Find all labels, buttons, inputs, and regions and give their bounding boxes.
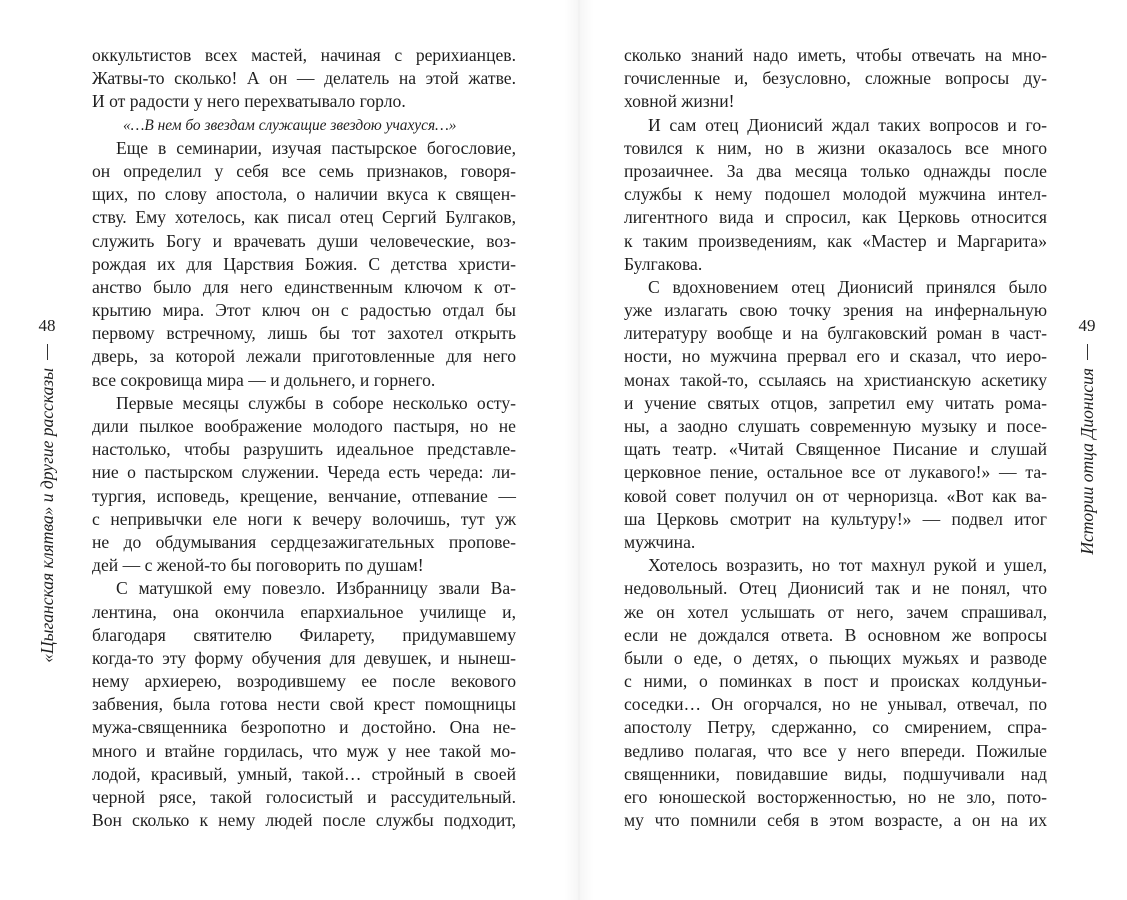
- text-line: ны, а заодно слушать современную музыку и посе-: [624, 416, 1047, 436]
- text-line: ведливо полагая, что все у него впереди. Пожилые: [624, 740, 1047, 761]
- text-line: с ними, о поминках в пост и происках колдуньи-: [624, 671, 1047, 692]
- text-line: литературу вообще и на булгаковский роман в част-: [624, 323, 1047, 344]
- text-line: дей — с женой-то бы поговорить по душам!: [92, 555, 424, 576]
- text-line: черной рясе, такой голосистый и рассудительный.: [92, 787, 516, 807]
- right-margin: [1072, 316, 1102, 866]
- text-line: ховной жизни!: [624, 91, 735, 112]
- text-line: дверь, за которой лежали приготовленные для него: [92, 346, 516, 367]
- text-line: нему архиерею, возродившему ее после векового: [92, 671, 516, 692]
- text-line: к таким произведениям, как «Мастер и Маргарита»: [624, 230, 1047, 251]
- text-line: когда-то эту форму обучения для девушек, и нынеш-: [92, 647, 516, 668]
- text-line: щать театр. «Читай Священное Писание и слушай: [624, 439, 1047, 460]
- text-line: первому встречному, лишь бы тот захотел открыть: [92, 323, 516, 344]
- text-line: апостолу Петру, сдержанно, со смирением, спра-: [624, 717, 1047, 738]
- text-line: щих, по слову апостола, о наличии вкуса к священ-: [92, 184, 516, 205]
- text-line: много и втайне гордилась, что муж у нее такой мо-: [92, 740, 516, 761]
- text-line: священники, повидавшие виды, подшучивали над: [624, 763, 1047, 784]
- book-gutter: [564, 0, 594, 900]
- text-line: Еще в семинарии, изучая пастырское богословие,: [116, 137, 516, 158]
- text-line: Вон сколько к нему людей после службы подходит,: [92, 810, 516, 831]
- text-line: прозаичнее. За два месяца только однажды после: [624, 160, 1047, 181]
- text-line: же он хотел услышать от него, зачем спрашивал,: [624, 601, 1047, 622]
- text-line: С матушкой ему повезло. Избранницу звали Ва-: [116, 578, 516, 599]
- text-line: ности, но мужчина прервал его и сказал, что иеро-: [624, 346, 1047, 367]
- right-running-head: Истории отца Дионисия: [1077, 368, 1097, 555]
- text-line: С вдохновением отец Дионисий принялся было: [648, 276, 1047, 297]
- text-line: недовольный. Отец Дионисий так и не понял, что: [624, 578, 1047, 599]
- text-line: лентина, она окончила епархиальное училище и,: [92, 601, 516, 622]
- text-line: благодаря святителю Филарету, придумавшему: [92, 624, 516, 645]
- left-page-text: [92, 44, 516, 832]
- text-line: ству. Ему хотелось, как писал отец Сергий Булгаков,: [92, 207, 516, 228]
- text-line: Хотелось возразить, но тот махнул рукой и ушел,: [648, 555, 1047, 576]
- text-line: и учение святых отцов, запретил ему читать рома-: [624, 392, 1047, 413]
- text-line: И от радости у него перехватывало горло.: [92, 91, 406, 112]
- left-page-number: 48: [38, 316, 56, 335]
- text-line: церковное пение, остальное все от лукавого!» — та-: [624, 462, 1047, 483]
- text-line: анство было для него единственным ключом к от-: [92, 276, 516, 297]
- right-page-number: 49: [1078, 316, 1096, 335]
- right-page-text: [624, 44, 1047, 832]
- text-line: Первые месяцы службы в соборе несколько осту-: [116, 392, 516, 413]
- text-line: му что помнили себя в этом возрасте, а он на их: [624, 810, 1047, 831]
- text-line: настолько, чтобы разрушить идеальное представле-: [92, 439, 516, 460]
- text-line: ние о пастырском служении. Череда есть череда: ли-: [92, 462, 516, 483]
- text-line: лодой, красивый, умный, такой… стройный в своей: [92, 763, 516, 784]
- text-line: все сокровища мира — и дольнего, и горнего.: [92, 369, 436, 390]
- text-line: гочисленные и, безусловно, сложные вопросы ду-: [624, 68, 1047, 89]
- text-line: И сам отец Дионисий ждал таких вопросов и го-: [648, 114, 1047, 135]
- text-line: уже излагать свою точку зрения на инфернальную: [624, 300, 1047, 321]
- right-margin-rule: [1087, 344, 1088, 360]
- left-margin-rule: [47, 344, 48, 360]
- text-line: Булгакова.: [624, 253, 703, 274]
- text-line: с непривычки еле ноги к вечеру волочишь, тут уж: [92, 508, 516, 529]
- text-line: ковой совет получил он от черноризца. «Вот как ва-: [624, 485, 1047, 506]
- text-line: тургия, исповедь, крещение, венчание, отпевание —: [92, 485, 516, 506]
- text-line: не до обдумывания сердцезажигательных пропове-: [92, 531, 516, 552]
- text-line: он определил у себя все семь признаков, говоря-: [92, 160, 516, 181]
- text-line: монах такой-то, ссылаясь на христианскую аскетику: [624, 369, 1047, 390]
- text-line: рождая их для Царствия Божия. С детства христи-: [92, 253, 516, 274]
- text-line: сколько знаний надо иметь, чтобы отвечать на мно-: [624, 45, 1047, 65]
- text-line: лигентного вида и спросил, как Церковь относится: [624, 207, 1047, 228]
- text-line: дили пылкое воображение молодого пастыря, но не: [92, 416, 516, 436]
- left-margin: [32, 316, 62, 866]
- text-line: были о еде, о детях, о пьющих мужьях и разводе: [624, 647, 1047, 668]
- text-line: Жатвы-то сколько! А он — делатель на этой жатве.: [92, 68, 516, 89]
- text-line: мужчина.: [624, 531, 696, 552]
- text-line: крытию мира. Этот ключ он с радостью отдал бы: [92, 300, 516, 321]
- text-line: служить Богу и врачевать души человеческие, воз-: [92, 230, 516, 251]
- text-line: если не дождался ответа. В основном же вопросы: [624, 624, 1047, 645]
- text-line: ша Церковь смотрит на культуру!» — подвел итог: [624, 508, 1047, 529]
- text-line: соседки… Он огорчался, но не унывал, отвечал, по: [624, 694, 1047, 715]
- text-line: его юношеской восторженностью, но не зло, пото-: [624, 787, 1047, 807]
- left-running-head: «Цыганская клятва» и другие рассказы: [37, 368, 57, 663]
- text-line: мужа-священника безропотно и достойно. Она не-: [92, 717, 516, 738]
- text-line: службы к нему подошел молодой мужчина интел-: [624, 184, 1047, 205]
- text-line: забвения, была готова нести свой крест помощницы: [92, 694, 516, 715]
- text-line: оккультистов всех мастей, начиная с рерихианцев.: [92, 45, 516, 65]
- text-line: товился к ним, но в жизни оказалось все много: [624, 137, 1047, 158]
- text-line: «…В нем бо звездам служащие звездою учахуся…»: [123, 116, 457, 134]
